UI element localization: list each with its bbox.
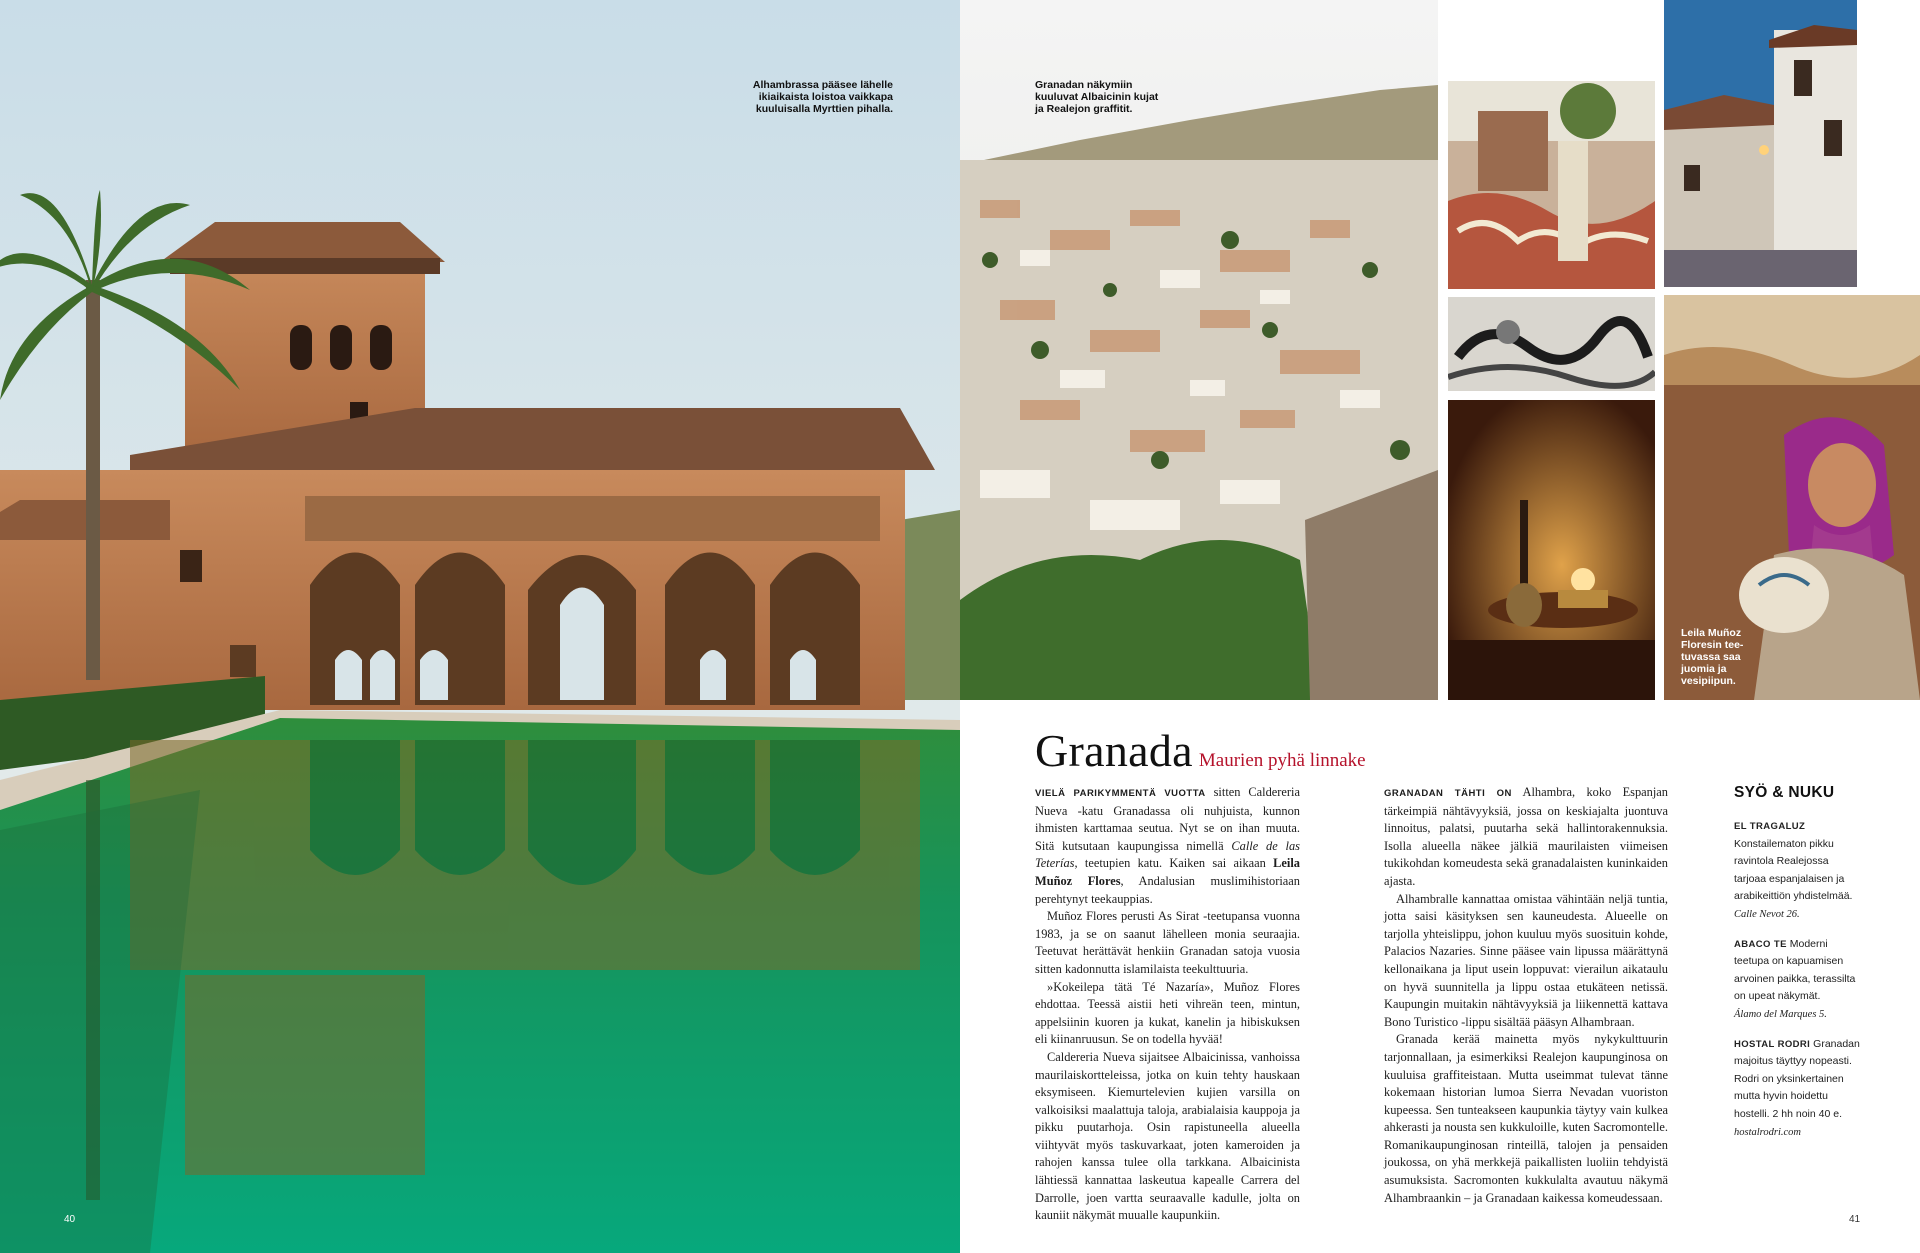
column1-italic: Calle de las Teterías (1035, 838, 1300, 871)
entry-address: hostalrodri.com (1734, 1126, 1801, 1138)
article-column-1 (1035, 784, 1300, 1225)
alhambra-caption: Alhambrassa pääsee lähelle ikiaikaista loistoa vaikkapa kuuluisalla Myrttien pihalla. (752, 79, 893, 115)
page-number-left: 40 (64, 1214, 76, 1225)
column2-text-1: Alhambra, koko Espanjan tärkeimpiä nähtävyyksiä, jossa on keskiajalta juontuva linnoitus, palatsi, puutarha sekä hallintorakennuksia. Isolla alueella näkee jälkiä maurilaisten viimeisen tukikohdan komeudesta sekä granadalaisten kuninkaiden ajasta. (1384, 785, 1668, 888)
sidebar-title: SYÖ & NUKU (1734, 784, 1835, 801)
hookah-photo (1448, 400, 1655, 700)
entry-text: Granadan majoitus täyttyy nopeasti. Rodri on yksinkertainen mutta hyvin hoidettu hostelli. 2 hh noin 40 e. (1734, 1037, 1860, 1120)
sidebar-entry-hostal-rodri (1734, 1036, 1860, 1142)
column2-lead: GRANADAN TÄHTI ON (1384, 788, 1512, 799)
column1-text-b: , teetupien katu. Kaiken sai aikaan (1074, 856, 1274, 871)
sidebar-entry-el-tragaluz (1734, 818, 1860, 924)
eat-sleep-sidebar (1734, 784, 1860, 1153)
graffiti-photo-upper (1448, 81, 1655, 289)
column1-paragraph-2: Muñoz Flores perusti As Sirat -teetupansa vuonna 1983, ja se on saanut lähelleen monia seuraajia. Teetuvat herättävät henkiin Granadan satoja vuosia sitten kadonnutta islamilaista teekulttuuria. (1035, 909, 1300, 976)
graffiti-photo-lower (1448, 297, 1655, 391)
entry-name: EL TRAGALUZ (1734, 821, 1806, 832)
column2-paragraph-1 (1384, 784, 1668, 891)
article-column-2 (1384, 784, 1668, 1207)
entry-name: ABACO TE (1734, 938, 1787, 950)
column2-paragraph-2: Alhambralle kannattaa omistaa vähintään neljä tuntia, jotta saisi käsityksen sen kauneudesta. Alueelle on tarjolla yhteislippu, johon kuuluu myös suosituin kohde, Palacios Nazaries. Sinne pääsee vain lipussa määrättynä kellonaikana ja liput usein loppuvat: vierailun aikataulu on hyvä suunnitella ja lippu ostaa etukäteen netissä. Kaupungin muitakin nähtävyyksiä ja liikennettä kattava Bono Turistico -lippu sisältää pääsyn Alhambraan. (1384, 891, 1668, 1029)
article-subtitle: Maurien pyhä linnake (1198, 750, 1366, 771)
article-headline (1035, 724, 1366, 777)
column1-lead: VIELÄ PARIKYMMENTÄ VUOTTA (1035, 788, 1206, 799)
street-night-photo (1664, 0, 1857, 287)
albaicin-photo (960, 0, 1438, 700)
column1-text-a: sitten Caldereria Nueva -katu Granadassa oli nuhjuista, kunnon ihmisten karttamaa seutua. Nyt se on ihan muuta. Sitä kutsutaan kaupungissa nimellä (1035, 785, 1300, 853)
sidebar-entry-abaco-te (1734, 936, 1860, 1024)
column1-bold-name: Leila Muñoz Flores (1035, 856, 1300, 888)
page-number-right: 41 (1849, 1214, 1861, 1225)
entry-name: HOSTAL RODRI (1734, 1038, 1811, 1050)
column1-paragraph-4: Caldereria Nueva sijaitsee Albaicinissa, vanhoissa maurilaiskortteleissa, jotka on kuin tehty hauskaan eksymiseen. Kiemurtelevien kujien varsilla on valkoisiksi maalattuja taloja, arabialaisia kauppoja ja pikku puutarhoja. Osin rapistuneella alueella viihtyvät myös taskuvarkaat, joten kameroiden ja rahojen kanssa tulee olla tarkkana. Albaicinista lähtiessä kannattaa laskeutua kapealle Carrera del Darrolle, joen vartta seuraavalle kadulle, jolta on kauniit näkymät muualle kaupunkiin. (1035, 1049, 1300, 1223)
article-title: Granada (1035, 725, 1193, 776)
albaicin-caption: Granadan näkymiin kuuluvat Albaicinin kujat ja Realejon graffitit. (1035, 79, 1159, 115)
column2-paragraph-3: Granada kerää mainetta myös nykykulttuurin tarjonnallaan, ja esimerkiksi Realejon kaupunginosa on kuuluisa graffiteistaan. Mutta useimmat tulevat tänne kokemaan historian lumoa Sierra Nevadan vuoriston kupeessa. Sen tunteakseen kaupunkia täytyy vain kulkea ahkerasti ja nousta sen kukkuloille, kuten Sacromontelle. Romanikaupunginosan rinteillä, talojen ja pensaiden joukossa, on yhä merkkejä paikallisten luoliin tehdyistä asumuksista. Sacromonten kukkulalta avautuu näkymä Alhambraankin – ja Granadaan kaikessa komeudessaan. (1384, 1032, 1668, 1205)
column1-paragraph-1 (1035, 784, 1300, 908)
entry-text: Moderni teetupa on kapuamisen arvoinen paikka, terassilta on upeat näkymät. (1734, 937, 1856, 1003)
entry-address: Calle Nevot 26. (1734, 908, 1800, 920)
leila-caption: Leila Muñoz Floresin tee- tuvassa saa juomia ja vesipiipun. (1681, 627, 1744, 687)
entry-address: Álamo del Marques 5. (1734, 1008, 1827, 1020)
column1-text-c: , Andalusian muslimihistoriaan perehtynyt teekauppias. (1035, 873, 1300, 906)
column1-paragraph-3: »Kokeilepa tätä Té Nazaría», Muñoz Flores ehdottaa. Teessä aistii heti vihreän teen, mintun, appelsiinin kuoren ja kukat, kanelin ja hibiskuksen eli kiinanruusun. Se on todella hyvää! (1035, 979, 1300, 1047)
entry-text: Konstailematon pikku ravintola Realejossa tarjoaa espanjalaisen ja arabikeittiön yhdistelmää. (1734, 837, 1853, 903)
